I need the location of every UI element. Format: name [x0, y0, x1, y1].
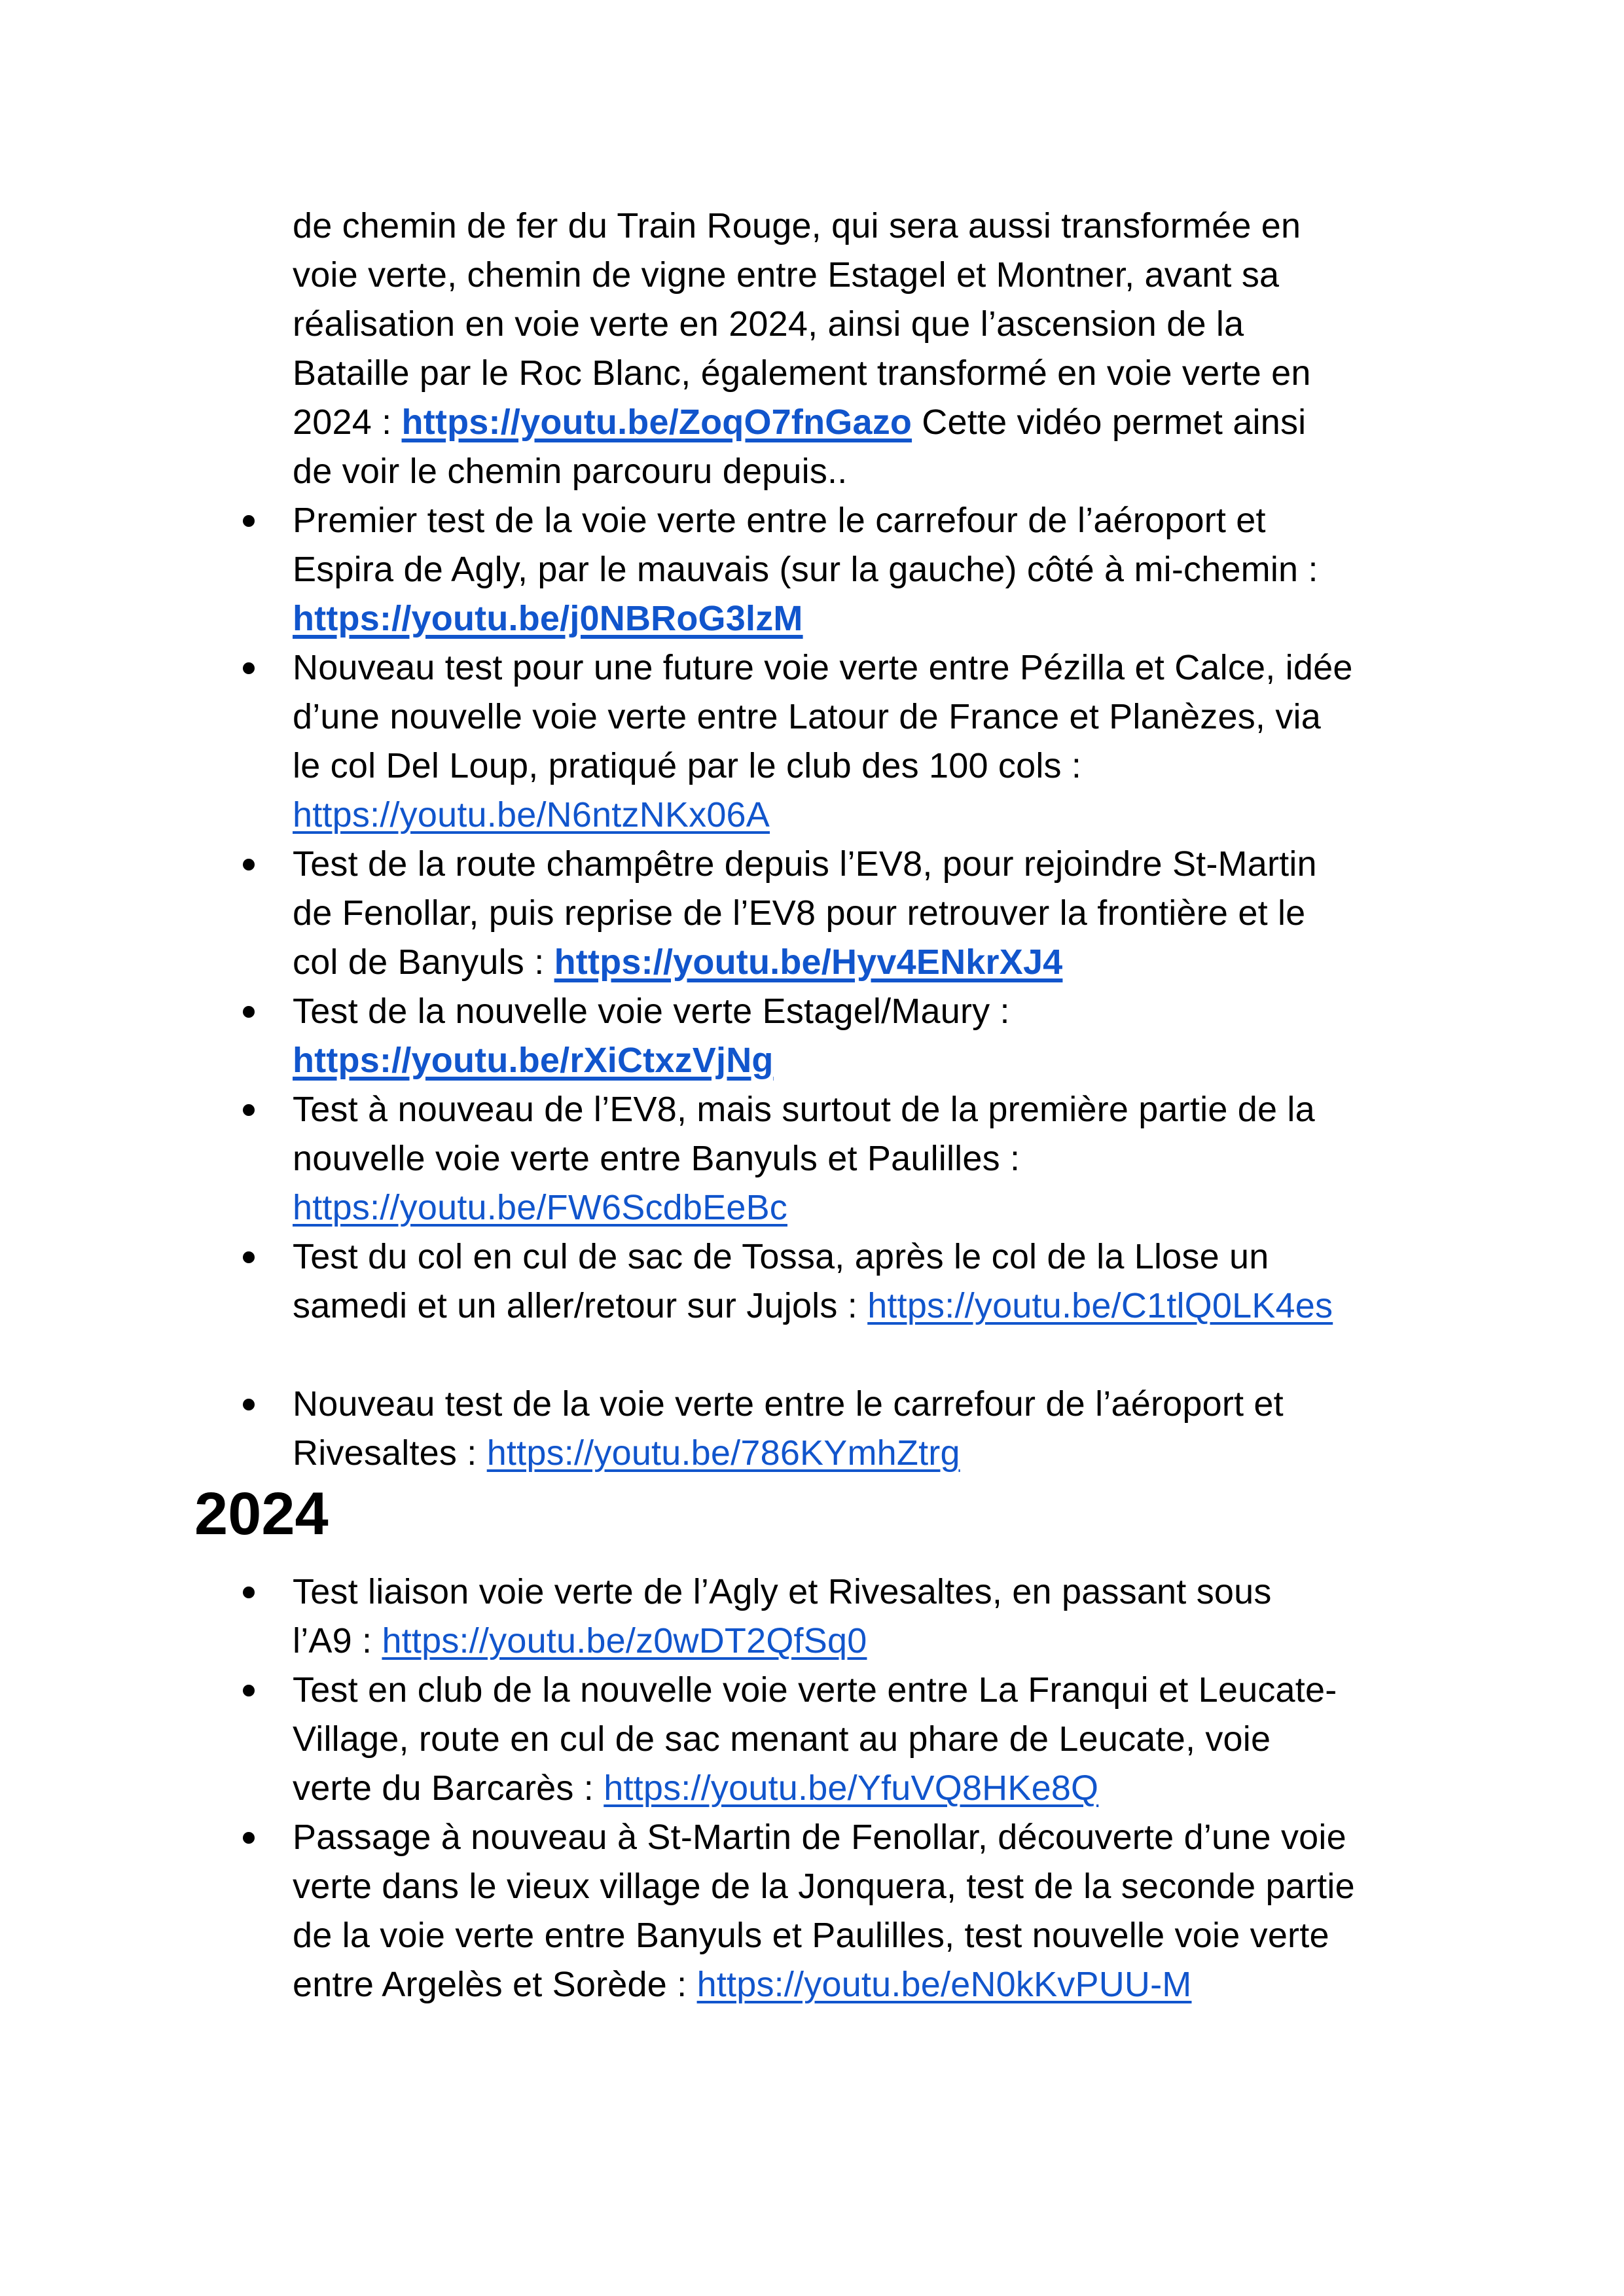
youtube-link[interactable]: https://youtu.be/rXiCtxzVjNg [293, 1041, 774, 1080]
text-line [293, 1282, 1471, 1331]
text-run: le col Del Loup, pratiqué par le club des 100 cols : [293, 746, 1082, 785]
youtube-link[interactable]: https://youtu.be/786KYmhZtrg [486, 1433, 960, 1473]
text-line [293, 1813, 1471, 1862]
text-run: Cette vidéo permet ainsi [912, 403, 1307, 442]
youtube-link[interactable]: https://youtu.be/j0NBRoG3lzM [293, 599, 803, 638]
text-run: Test du col en cul de sac de Tossa, après le col de la Llose un [293, 1237, 1269, 1276]
text-run: nouvelle voie verte entre Banyuls et Paulilles : [293, 1139, 1020, 1178]
bullet-marker-icon [243, 515, 255, 527]
list-item [194, 1666, 1471, 1813]
text-line [293, 889, 1471, 938]
text-run: entre Argelès et Sorède : [293, 1965, 697, 2004]
text-run: l’A9 : [293, 1621, 382, 1660]
text-run: Espira de Agly, par le mauvais (sur la gauche) côté à mi-chemin : [293, 550, 1318, 589]
bullet-marker-icon [243, 1587, 255, 1598]
text-run: Nouveau test pour une future voie verte entre Pézilla et Calce, idée [293, 648, 1353, 687]
text-run: Test à nouveau de l’EV8, mais surtout de la première partie de la [293, 1090, 1315, 1129]
blank-line [194, 1331, 1471, 1380]
youtube-link[interactable]: https://youtu.be/z0wDT2QfSq0 [382, 1621, 867, 1660]
text-line [293, 1036, 1471, 1085]
youtube-link[interactable]: https://youtu.be/eN0kKvPUU-M [696, 1965, 1192, 2004]
text-line [293, 251, 1471, 300]
text-line [293, 1862, 1471, 1911]
text-run: samedi et un aller/retour sur Jujols : [293, 1286, 868, 1325]
text-line [293, 594, 1471, 643]
bullet-marker-icon [243, 1832, 255, 1844]
text-line [293, 202, 1471, 251]
text-run: Test liaison voie verte de l’Agly et Rivesaltes, en passant sous [293, 1572, 1272, 1611]
text-run: col de Banyuls : [293, 942, 554, 982]
text-line [293, 349, 1471, 398]
bullet-marker-icon [243, 662, 255, 674]
text-run: de voir le chemin parcouru depuis.. [293, 452, 848, 491]
text-run: de Fenollar, puis reprise de l’EV8 pour retrouver la frontière et le [293, 893, 1306, 933]
text-line [293, 643, 1471, 692]
bullet-marker-icon [243, 1685, 255, 1696]
list-item [194, 1085, 1471, 1232]
paragraph [194, 202, 1471, 496]
text-line [293, 987, 1471, 1036]
list-item [194, 1380, 1471, 1478]
text-run: Premier test de la voie verte entre le carrefour de l’aéroport et [293, 501, 1266, 540]
list-item [194, 1568, 1471, 1666]
text-line [293, 692, 1471, 742]
youtube-link[interactable]: https://youtu.be/ZoqO7fnGazo [401, 403, 912, 442]
list-item [194, 840, 1471, 987]
text-run: Nouveau test de la voie verte entre le carrefour de l’aéroport et [293, 1384, 1284, 1424]
text-line [293, 1666, 1471, 1715]
text-run: Passage à nouveau à St-Martin de Fenollar, découverte d’une voie [293, 1818, 1346, 1857]
text-line [293, 300, 1471, 349]
text-run: Test en club de la nouvelle voie verte entre La Franqui et Leucate- [293, 1670, 1337, 1710]
text-run: verte dans le vieux village de la Jonquera, test de la seconde partie [293, 1867, 1355, 1906]
text-line [293, 1232, 1471, 1282]
text-line [293, 496, 1471, 545]
list-item [194, 1232, 1471, 1331]
text-run: Rivesaltes : [293, 1433, 487, 1473]
text-run: Bataille par le Roc Blanc, également transformé en voie verte en [293, 353, 1311, 393]
year-heading: 2024 [194, 1480, 329, 1547]
text-line [293, 398, 1471, 447]
text-line [293, 1568, 1471, 1617]
list-item [194, 643, 1471, 840]
list-item [194, 987, 1471, 1085]
bullet-marker-icon [243, 859, 255, 870]
bullet-marker-icon [243, 1006, 255, 1018]
text-line [293, 742, 1471, 791]
text-line [293, 447, 1471, 496]
text-line [293, 1134, 1471, 1183]
text-line [293, 1911, 1471, 1960]
youtube-link[interactable]: https://youtu.be/FW6ScdbEeBc [293, 1188, 787, 1227]
youtube-link[interactable]: https://youtu.be/N6ntzNKx06A [293, 795, 770, 834]
text-line [293, 1429, 1471, 1478]
text-line [293, 1715, 1471, 1764]
text-run: Village, route en cul de sac menant au phare de Leucate, voie [293, 1719, 1271, 1759]
text-run: Test de la nouvelle voie verte Estagel/Maury : [293, 992, 1010, 1031]
list-item [194, 1813, 1471, 2009]
text-run: réalisation en voie verte en 2024, ainsi que l’ascension de la [293, 304, 1244, 344]
text-run: 2024 : [293, 403, 402, 442]
text-line [293, 938, 1471, 987]
bullet-marker-icon [243, 1104, 255, 1116]
text-run: d’une nouvelle voie verte entre Latour de France et Planèzes, via [293, 697, 1321, 736]
text-line [293, 1183, 1471, 1232]
youtube-link[interactable]: https://youtu.be/C1tlQ0LK4es [867, 1286, 1333, 1325]
text-line [293, 791, 1471, 840]
text-run: de la voie verte entre Banyuls et Paulilles, test nouvelle voie verte [293, 1916, 1329, 1955]
text-line [293, 1960, 1471, 2009]
text-line [293, 1764, 1471, 1813]
youtube-link[interactable]: https://youtu.be/YfuVQ8HKe8Q [604, 1768, 1099, 1808]
text-line [293, 1617, 1471, 1666]
text-run: voie verte, chemin de vigne entre Estagel et Montner, avant sa [293, 255, 1280, 295]
list-item [194, 496, 1471, 643]
content [194, 202, 1471, 2009]
text-line [293, 1085, 1471, 1134]
text-run: de chemin de fer du Train Rouge, qui sera aussi transformée en [293, 206, 1301, 245]
text-line [293, 1380, 1471, 1429]
bullet-marker-icon [243, 1251, 255, 1263]
text-run: verte du Barcarès : [293, 1768, 604, 1808]
text-line [293, 840, 1471, 889]
youtube-link[interactable]: https://youtu.be/Hyv4ENkrXJ4 [554, 942, 1063, 982]
text-run: Test de la route champêtre depuis l’EV8, pour rejoindre St-Martin [293, 844, 1317, 884]
text-line [293, 545, 1471, 594]
bullet-marker-icon [243, 1399, 255, 1410]
